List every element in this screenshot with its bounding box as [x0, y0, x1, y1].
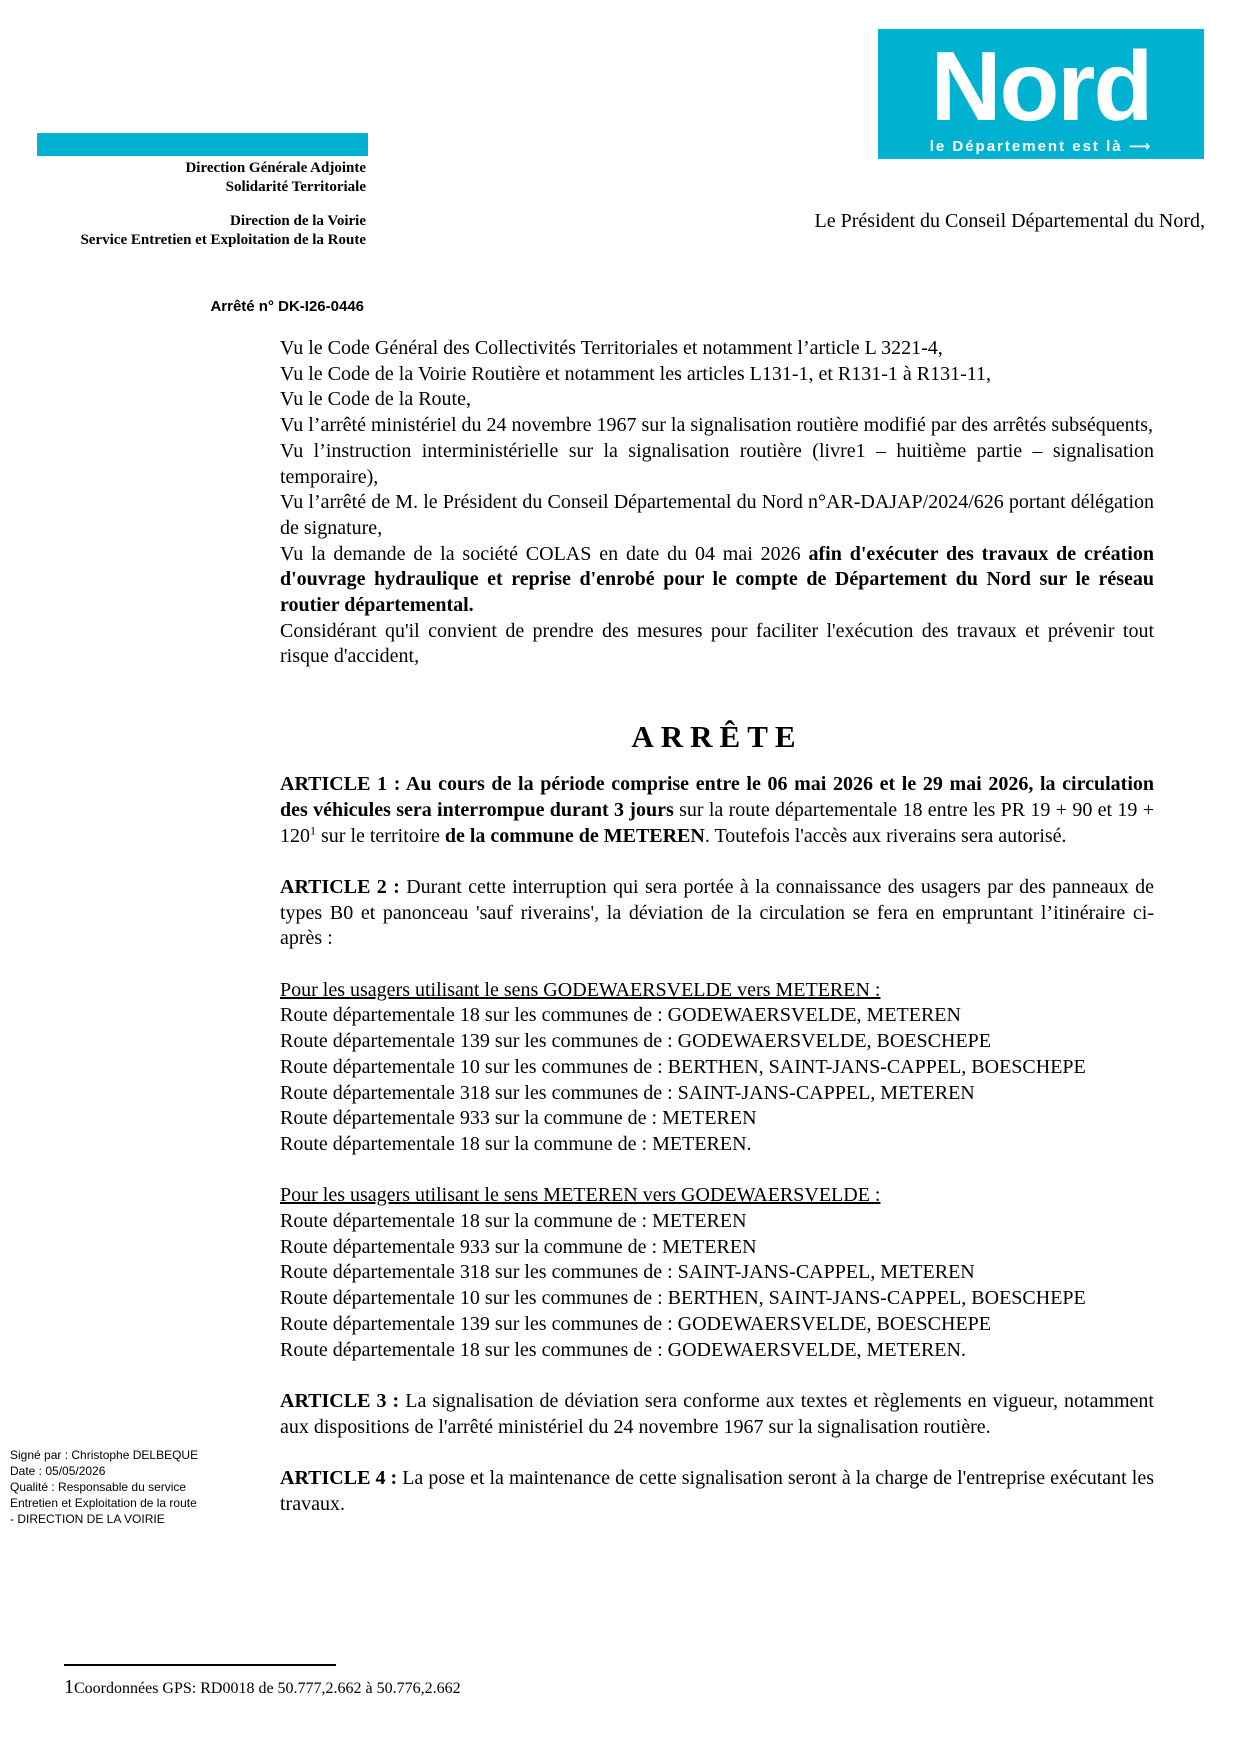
footnote — [64, 1676, 461, 1699]
article-1-label: ARTICLE 1 : — [280, 773, 401, 796]
vu-4: Vu l’arrêté ministériel du 24 novembre 1967 sur la signalisation routière modifié par des arrêtés subséquents, — [280, 414, 1153, 437]
nord-logo — [878, 29, 1204, 159]
signature-line-2: Date : 05/05/2026 — [10, 1464, 106, 1478]
route-2-line: Route départementale 18 sur la commune de : METEREN — [280, 1210, 747, 1233]
direction-line-3: Direction de la Voirie — [230, 213, 366, 229]
vu-1: Vu le Code Général des Collectivités Territoriales et notamment l’article L 3221-4, — [280, 337, 943, 359]
article-2-text: Durant cette interruption qui sera portée à la connaissance des usagers par des panneaux de types B0 et panonceau 'sauf riverains', la déviation de la circulation se fera en empruntant l’itinéraire ci-après : — [280, 875, 1155, 950]
article-1 — [280, 772, 1154, 849]
article-1-bold-1: Au cours de la période comprise entre le 06 mai 2026 et le 29 mai 2026, la circulation des véhicules sera interrompue durant 3 jours — [280, 773, 1154, 821]
route-1-line: Route départementale 18 sur les communes de : GODEWAERSVELDE, METEREN — [280, 1004, 961, 1027]
vu-2: Vu le Code de la Voirie Routière et notamment les articles L131-1, et R131-1 à R131-11, — [280, 362, 992, 385]
route-2-line: Route départementale 139 sur les communes de : GODEWAERSVELDE, BOESCHEPE — [280, 1312, 991, 1335]
signature-line-5: - DIRECTION DE LA VOIRIE — [10, 1512, 165, 1526]
vu-5: Vu l’instruction interministérielle sur la signalisation routière (livre1 – huitième partie – signalisation temporaire), — [280, 439, 1154, 488]
direction-block-2 — [20, 212, 366, 250]
vu-3: Vu le Code de la Route, — [280, 388, 471, 411]
article-1-bold-2: de la commune de METEREN — [444, 824, 705, 847]
footnote-ref: 1 — [310, 822, 316, 837]
article-2-label: ARTICLE 2 : — [280, 875, 400, 898]
vu-7-bold: afin d'exécuter des travaux de création d'ouvrage hydraulique et reprise d'enrobé pour le compte de Département du Nord sur le réseau routier départemental. — [280, 542, 1154, 617]
article-4-label: ARTICLE 4 : — [280, 1467, 398, 1490]
article-2 — [280, 875, 1154, 952]
signature-block — [10, 1447, 230, 1527]
arrete-title: ARRÊTE — [631, 719, 803, 755]
direction-line-4: Service Entretien et Exploitation de la Route — [80, 232, 366, 248]
considerant: Considérant qu'il convient de prendre des mesures pour faciliter l'exécution des travaux et prévenir tout risque d'accident, — [280, 619, 1154, 668]
route-2-line: Route départementale 318 sur les communes de : SAINT-JANS-CAPPEL, METEREN — [280, 1261, 975, 1284]
route-1-line: Route départementale 18 sur la commune de : METEREN. — [280, 1132, 752, 1155]
route-2-heading: Pour les usagers utilisant le sens METEREN vers GODEWAERSVELDE : — [280, 1184, 881, 1207]
header-accent-bar — [37, 133, 368, 156]
direction-line-2: Solidarité Territoriale — [225, 179, 366, 195]
arrete-number: Arrêté n° DK-I26-0446 — [210, 298, 364, 315]
route-1-line: Route départementale 318 sur les communes de : SAINT-JANS-CAPPEL, METEREN — [280, 1081, 975, 1104]
article-1-text-3: . Toutefois l'accès aux riverains sera autorisé. — [704, 824, 1067, 847]
route-1-heading: Pour les usagers utilisant le sens GODEWAERSVELDE vers METEREN : — [280, 978, 881, 1001]
article-1-text-1: sur la route départementale 18 entre les PR 19 + 90 et 19 + 120 — [280, 798, 1155, 847]
route-1-line: Route départementale 139 sur les communes de : GODEWAERSVELDE, BOESCHEPE — [280, 1030, 991, 1053]
article-1-text-2: sur le territoire — [316, 824, 445, 847]
vu-7-text: Vu la demande de la société COLAS en date du 04 mai 2026 — [280, 542, 809, 565]
article-3-label: ARTICLE 3 : — [280, 1389, 400, 1412]
logo-title: Nord — [930, 31, 1152, 141]
direction-block-1 — [20, 159, 366, 197]
footnote-separator — [64, 1664, 336, 1666]
article-4-text: La pose et la maintenance de cette signalisation seront à la charge de l'entreprise exécutant les travaux. — [280, 1467, 1154, 1515]
signature-line-3: Qualité : Responsable du service — [10, 1480, 187, 1494]
signature-line-1: Signé par : Christophe DELBEQUE — [10, 1448, 199, 1462]
route-2-line: Route départementale 10 sur les communes de : BERTHEN, SAINT-JANS-CAPPEL, BOESCHEPE — [280, 1287, 1086, 1310]
route-2-line: Route départementale 933 sur la commune de : METEREN — [280, 1235, 757, 1258]
logo-tagline: le Département est là ⟶ — [929, 138, 1153, 155]
president-heading: Le Président du Conseil Départemental du Nord, — [814, 210, 1205, 232]
footnote-text: Coordonnées GPS: RD0018 de 50.777,2.662 à 50.776,2.662 — [74, 1680, 461, 1697]
route-1-line: Route départementale 10 sur les communes de : BERTHEN, SAINT-JANS-CAPPEL, BOESCHEPE — [280, 1055, 1086, 1078]
article-3-text: La signalisation de déviation sera conforme aux textes et règlements en vigueur, notamment aux dispositions de l'arrêté ministériel du 24 novembre 1967 sur la signalisation routière. — [280, 1389, 1154, 1438]
article-4 — [280, 1466, 1154, 1517]
signature-line-4: Entretien et Exploitation de la route — [10, 1496, 197, 1510]
footnote-number: 1 — [64, 1676, 74, 1698]
document-body — [280, 336, 1154, 1517]
route-1-line: Route départementale 933 sur la commune de : METEREN — [280, 1107, 757, 1130]
vu-7 — [280, 542, 1154, 619]
direction-line-1: Direction Générale Adjointe — [185, 160, 366, 176]
vu-6: Vu l’arrêté de M. le Président du Conseil Départemental du Nord n°AR-DAJAP/2024/626 portant délégation de signature, — [280, 491, 1154, 539]
article-3 — [280, 1389, 1154, 1440]
route-2-line: Route départementale 18 sur les communes de : GODEWAERSVELDE, METEREN. — [280, 1338, 966, 1361]
